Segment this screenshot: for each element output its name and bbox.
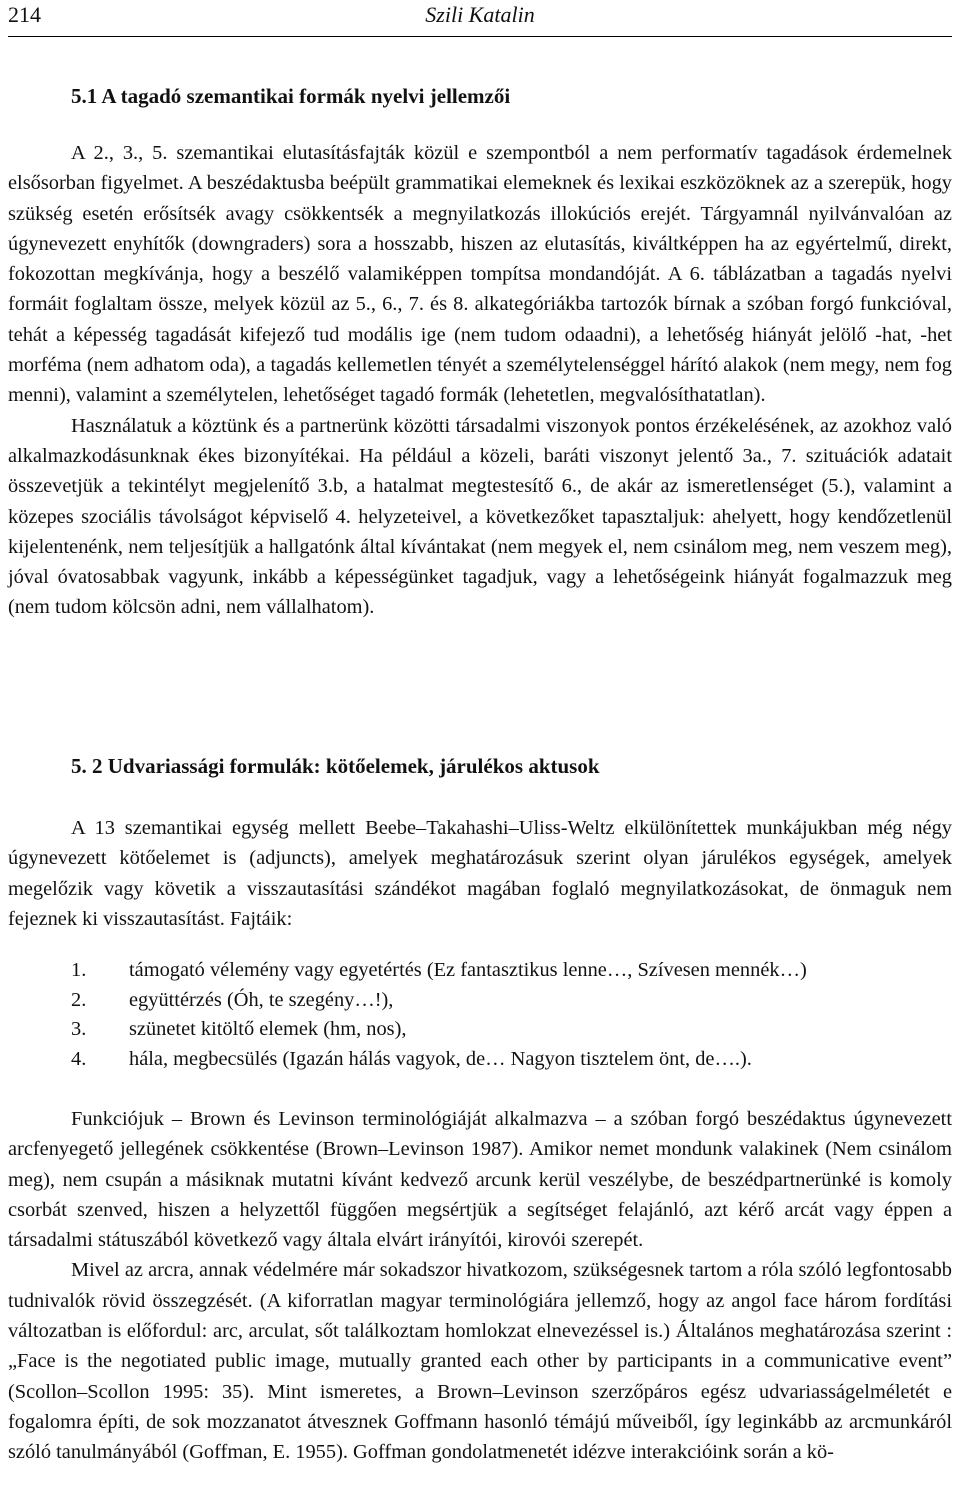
paragraph: Funkciójuk – Brown és Levinson terminológiáját alkalmazva – a szóban forgó beszédaktus úgynevezett arcfenyegető jellegének csökkentése (Brown–Levinson 1987). Amikor nemet mondunk valakinek (Nem csinálom meg), nem csupán a másiknak mutatni kívánt kedvező arcunk kerül veszélybe, de beszédpartnerünké is komoly csorbát szenved, hiszen a helyzettől függően megsértjük a segítséget felajánló, azt kérő arcát vagy éppen a társadalmi státuszából következő vagy általa elvárt irányítói, kirovói szerepét.	[8, 1108, 952, 1252]
list-number: 3.	[71, 1018, 87, 1041]
paragraph: Mivel az arcra, annak védelmére már sokadszor hivatkozom, szükségesnek tartom a róla szóló legfontosabb tudnivalók rövid összegzését. (A kiforratlan magyar terminológiára jellemző, hogy az angol face három fordítási változatban is előfordul: arc, arculat, sőt találkoztam homlokzat elnevezéssel is.) Általános meghatározása szerint : „Face is the negotiated public image, mutually granted each other by participants in a communicative event” (Scollon–Scollon 1995: 35). Mint ismeretes, a Brown–Levinson szerzőpáros egész udvariasságelméletét e fogalomra építi, de sok mozzanatot átvesznek Goffmann hasonló témájú műveiből, így leginkább az arcmunkáról szóló tanulmányából (Goffman, E. 1955). Goffman gondolatmenetét idézve interakcióink során a kö-	[8, 1259, 952, 1464]
paragraph: A 13 szemantikai egység mellett Beebe–Takahashi–Uliss-Weltz elkülönítettek munkájukban még négy úgynevezett kötőelemet is (adjuncts), amelyek meghatározásuk szerint olyan járulékos egységek, amelyek megelőzik vagy követik a visszautasítási szándékot magában foglaló megnyilatkozásokat, de önmaguk nem fejeznek ki visszautasítást. Fajtáik:	[8, 817, 952, 930]
list-text: együttérzés (Óh, te szegény…!),	[129, 988, 394, 1011]
section-heading-5-1: 5.1 A tagadó szemantikai formák nyelvi jellemzői	[71, 84, 511, 108]
list-item	[71, 956, 807, 986]
paragraph: A 2., 3., 5. szemantikai elutasításfajták közül e szempontból a nem performatív tagadások érdemelnek elsősorban figyelmet. A beszédaktusba beépült grammatikai elemeknek és lexikai eszközöknek az a szerepük, hogy szükség esetén erősítsék avagy csökkentsék a megnyilatkozás illokúciós erejét. Tárgyamnál nyilvánvalóan az úgynevezett enyhítők (downgraders) sora a hosszabb, hiszen az elutasítás, kiváltképpen ha az egyértelmű, direkt, fokozottan megkívánja, hogy a beszélő valamiképpen tompítsa mondandóját. A 6. táblázatban a tagadás nyelvi formáit foglaltam össze, melyek közül az 5., 6., 7. és 8. alkategóriákba tartozók bírnak a szóban forgó funkcióval, tehát a képesség tagadását kifejező tud modális ige (nem tudom odaadni), a lehetőség hiányát jelölő -hat, -het morféma (nem adhatom oda), a tagadás kellemetlen tényét a személytelenséggel hárító alakok (nem megy, nem fog menni), valamint a személytelen, lehetőséget tagadó formák (lehetetlen, megvalósíthatatlan).	[8, 142, 952, 407]
list-item	[71, 986, 807, 1016]
list-item	[71, 1015, 807, 1045]
section-5-2-body	[8, 1104, 952, 1468]
list-text: hála, megbecsülés (Igazán hálás vagyok, de… Nagyon tisztelem önt, de….).	[129, 1047, 752, 1070]
list-number: 1.	[71, 959, 87, 981]
running-header	[8, 0, 952, 37]
section-5-2-intro	[8, 813, 952, 934]
page	[8, 0, 952, 1464]
paragraph: Használatuk a köztünk és a partnerünk közötti társadalmi viszonyok pontos érzékelésének, az azokhoz való alkalmazkodásunknak ékes bizonyítékai. Ha például a közeli, baráti viszonyt jelentő 3a., 7. szituációk adatait összevetjük a tekintélyt megjelenítő 3.b, a hatalmat megtestesítő 6., de akár az ismeretlenséget (5.), valamint a közepes szociális távolságot képviselő 4. helyzeteivel, a következőket tapasztaljuk: ahelyett, hogy kendőzetlenül kijelentenénk, nem teljesítjük a hallgatónk által kívántakat (nem megyek el, nem csinálom meg, nem veszem meg), jóval óvatosabbak vagyunk, inkább a képességünket tagadjuk, vagy a lehetőségeink hiányát fogalmazzuk meg (nem tudom kölcsön adni, nem vállalhatom).	[8, 414, 952, 619]
adjunct-types-list	[71, 956, 807, 1074]
section-5-1-body	[8, 138, 952, 623]
list-text: támogató vélemény vagy egyetértés (Ez fantasztikus lenne…, Szívesen mennék…)	[129, 959, 807, 981]
list-number: 4.	[71, 1047, 87, 1070]
page-number: 214	[8, 2, 41, 27]
section-heading-5-2: 5. 2 Udvariassági formulák: kötőelemek, járulékos aktusok	[71, 754, 600, 778]
running-author: Szili Katalin	[425, 2, 535, 27]
list-item	[71, 1045, 807, 1075]
list-number: 2.	[71, 988, 87, 1011]
list-text: szünetet kitöltő elemek (hm, nos),	[129, 1018, 407, 1041]
